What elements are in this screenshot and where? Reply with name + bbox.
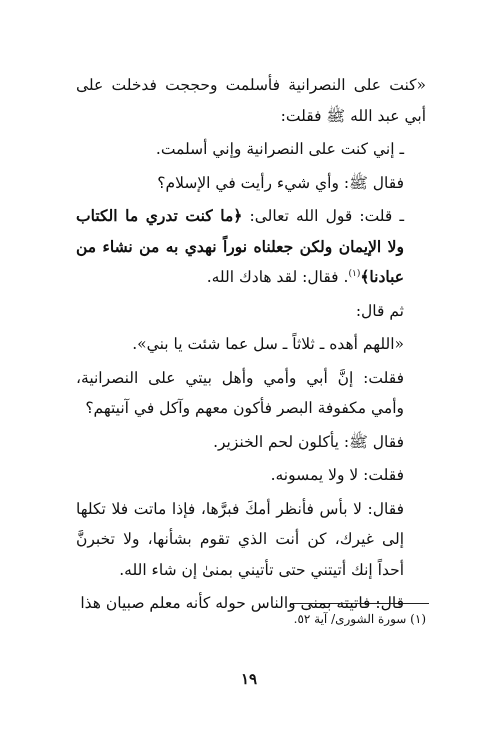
footnote: (١) سورة الشورى/ آية ٥٢. <box>293 612 426 626</box>
main-text <box>76 70 426 619</box>
quran-verse: ﴿ما كنت تدري ما الكتاب ولا الإيمان ولكن جعلناه نوراً نهدي به من نشاء من عبادنا﴾ <box>76 206 404 286</box>
paragraph-1 <box>76 70 426 131</box>
paragraph-text: «كنت على النصرانية فأسلمت وحججت فدخلت على أبي عبد الله ﷺ فقلت: <box>76 76 426 125</box>
paragraph-4 <box>76 201 426 293</box>
paragraph-9 <box>76 460 426 491</box>
paragraph-3 <box>76 168 426 199</box>
paragraph-text: ـ قلت: قول الله تعالى: <box>242 207 404 225</box>
paragraph-6 <box>76 329 426 360</box>
footnote-marker: (١) <box>348 268 361 279</box>
page-number: ١٩ <box>240 670 258 688</box>
paragraph-text: فقال ﷺ: يأكلون لحم الخنزير. <box>213 432 404 451</box>
paragraph-text: قال: فاتيته بمنى والناس حوله كأنه معلم صبيان هذا <box>80 594 404 612</box>
paragraph-text: «اللهم أهده ـ ثلاثاً ـ سل عما شئت يا بني». <box>132 335 404 353</box>
paragraph-8 <box>76 427 426 458</box>
paragraph-text: فقال: لا بأس فأنظر أمكَ فبرَّها، فإذا ماتت فلا تكلها إلى غيرك، كن أنت الذي تقوم بشأنها، ولا تخبرنَّ أحداً إنك أتيتني حتى تأتيني بمنىٰ إن شاء الله. <box>76 499 404 579</box>
paragraph-5 <box>76 296 426 327</box>
paragraph-text: ثم قال: <box>355 301 404 320</box>
paragraph-text: فقال ﷺ: وأي شيء رأيت في الإسلام؟ <box>157 173 404 192</box>
paragraph-text: فقلت: إنَّ أبي وأمي وأهل بيتي على النصرانية، وأمي مكفوفة البصر فأكون معهم وآكل في آنيتهم؟ <box>76 368 404 417</box>
paragraph-text: . فقال: لقد هادك الله. <box>206 268 349 286</box>
paragraph-10 <box>76 494 426 586</box>
paragraph-7 <box>76 363 426 424</box>
paragraph-text: فقلت: لا ولا يمسونه. <box>270 466 404 484</box>
paragraph-text: ـ إني كنت على النصرانية وإني أسلمت. <box>155 140 404 158</box>
footnote-divider <box>290 603 429 604</box>
paragraph-2 <box>76 134 426 165</box>
